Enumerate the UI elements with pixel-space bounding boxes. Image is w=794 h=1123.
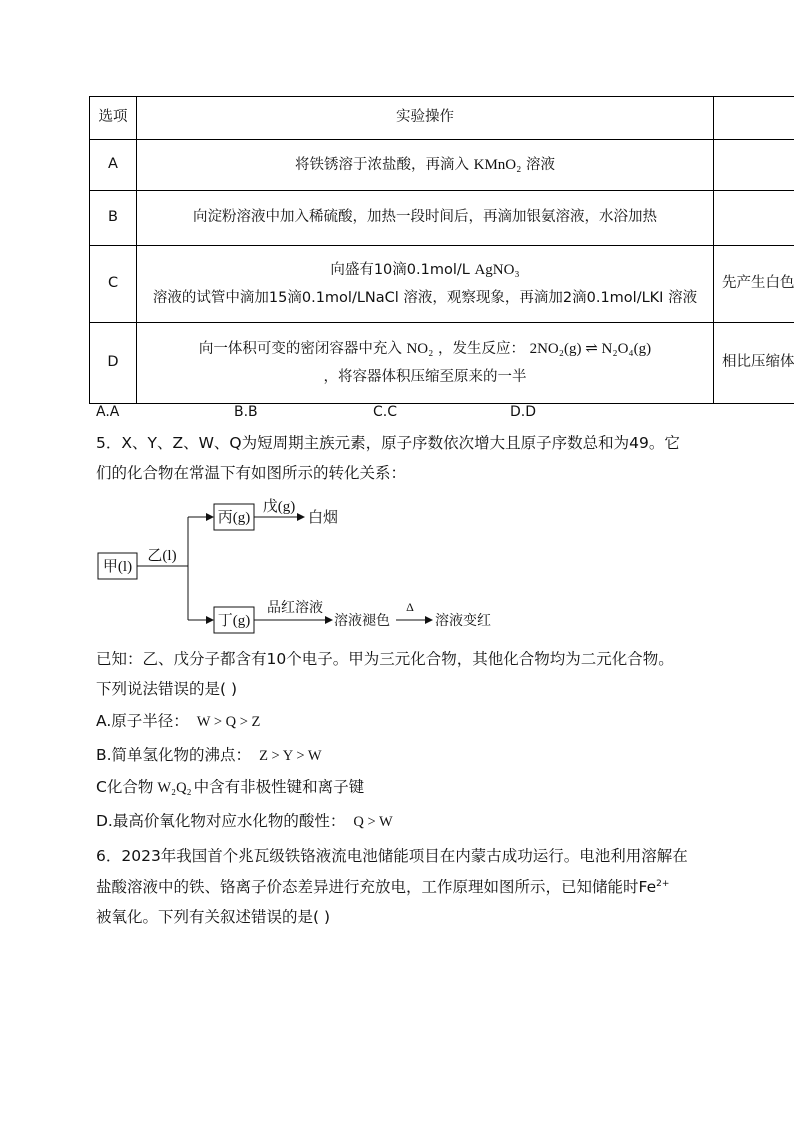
op-equation: 2NO₂(g) ⇌ N₂O₄(g) bbox=[529, 341, 652, 358]
option-math: Q > W bbox=[353, 814, 393, 830]
choice-a[interactable]: A.A bbox=[96, 404, 120, 420]
label-pinhong: 品红溶液 bbox=[267, 600, 323, 616]
row-operation: 向淀粉溶液中加入稀硫酸，加热一段时间后，再滴加银氨溶液，水浴加热 bbox=[137, 191, 714, 246]
answer-choices bbox=[96, 404, 696, 424]
q5-option-a[interactable] bbox=[96, 710, 260, 734]
q5-option-c[interactable] bbox=[96, 776, 364, 800]
label-delta: Δ bbox=[406, 600, 414, 614]
table-header-row bbox=[90, 97, 794, 140]
option-label: B.简单氢化物的沸点： bbox=[96, 746, 252, 764]
row-operation bbox=[137, 140, 714, 191]
option-math: Z > Y > W bbox=[259, 748, 322, 764]
row-option: A bbox=[90, 140, 137, 191]
row-operation bbox=[137, 246, 714, 323]
op-formula: KMnO₂ bbox=[473, 156, 522, 173]
op-line-1 bbox=[137, 340, 713, 358]
label-jia: 甲(l) bbox=[102, 559, 133, 575]
label-bing: 丙(g) bbox=[217, 510, 251, 526]
op-formula: AgNO₃ bbox=[474, 262, 520, 279]
row-phenomenon bbox=[714, 140, 794, 191]
row-option: B bbox=[90, 191, 137, 246]
table-row bbox=[90, 323, 794, 404]
label-ding: 丁(g) bbox=[217, 613, 251, 629]
q6-stem-line1: 6．2023年我国首个兆瓦级铁铬液流电池储能项目在内蒙古成功运行。电池利用溶解在 bbox=[96, 847, 688, 865]
charge-superscript: 2+ bbox=[656, 878, 670, 889]
header-phenomenon bbox=[714, 97, 794, 140]
option-label: C化合物 bbox=[96, 778, 154, 796]
op-formula: NO₂ bbox=[406, 341, 434, 358]
op-text: 向盛有10滴0.1mol/L bbox=[330, 262, 470, 279]
header-option: 选项 bbox=[90, 97, 137, 140]
label-wu: 戊(g) bbox=[262, 499, 296, 515]
choice-b[interactable]: B.B bbox=[234, 404, 258, 420]
header-operation: 实验操作 bbox=[137, 97, 714, 140]
q6-stem-line3: 被氧化。下列有关叙述错误的是( ) bbox=[96, 908, 331, 926]
option-math: W₂Q₂ bbox=[157, 780, 192, 796]
conversion-diagram bbox=[96, 494, 516, 640]
q5-stem-line2: 们的化合物在常温下有如图所示的转化关系： bbox=[96, 464, 407, 482]
row-operation bbox=[137, 323, 714, 404]
row-option: D bbox=[90, 323, 137, 404]
choice-c[interactable]: C.C bbox=[373, 404, 398, 420]
option-label: A.原子半径： bbox=[96, 712, 189, 730]
op-line-2: ，将容器体积压缩至原来的一半 bbox=[323, 368, 527, 385]
label-baiyan: 白烟 bbox=[308, 510, 339, 526]
op-line-2: 溶液的试管中滴加15滴0.1mol/LNaCl 溶液，观察现象，再滴加2滴0.1mol/LKI 溶液 bbox=[152, 289, 698, 306]
q5-known: 已知：乙、戊分子都含有10个电子。甲为三元化合物，其他化合物均为二元化合物。 bbox=[96, 650, 674, 668]
option-suffix: 中含有非极性键和离子键 bbox=[193, 778, 365, 796]
q5-option-b[interactable] bbox=[96, 744, 322, 768]
row-option: C bbox=[90, 246, 137, 323]
row-phenomenon bbox=[714, 191, 794, 246]
q6-line2-text: 盐酸溶液中的铁、铬离子价态差异进行充放电，工作原理如图所示，已知储能时Fe bbox=[96, 878, 657, 896]
experiment-table bbox=[89, 96, 794, 404]
table-row bbox=[90, 140, 794, 191]
q5-question: 下列说法错误的是( ) bbox=[96, 680, 238, 698]
table-row bbox=[90, 246, 794, 323]
option-label: D.最高价氧化物对应水化物的酸性： bbox=[96, 812, 346, 830]
op-text: ，发生反应： bbox=[437, 341, 525, 358]
label-yi: 乙(l) bbox=[147, 548, 177, 564]
op-text: 将铁锈溶于浓盐酸，再滴入 bbox=[295, 156, 470, 173]
row-phenomenon: 先产生白色 bbox=[714, 246, 794, 323]
q5-option-d[interactable] bbox=[96, 810, 393, 834]
table-row bbox=[90, 191, 794, 246]
op-text: 溶液 bbox=[525, 156, 555, 173]
option-math: W > Q > Z bbox=[196, 714, 261, 730]
row-phenomenon: 相比压缩体 bbox=[714, 323, 794, 404]
op-line-1 bbox=[137, 261, 713, 279]
choice-d[interactable]: D.D bbox=[510, 404, 537, 420]
label-tuise: 溶液褪色 bbox=[334, 613, 390, 629]
op-text: 向一体积可变的密闭容器中充入 bbox=[198, 341, 402, 358]
q5-stem-line1: 5．X、Y、Z、W、Q为短周期主族元素，原子序数依次增大且原子序数总和为49。它 bbox=[96, 434, 680, 452]
q6-stem-line2 bbox=[96, 876, 669, 899]
label-bianhong: 溶液变红 bbox=[435, 613, 491, 629]
